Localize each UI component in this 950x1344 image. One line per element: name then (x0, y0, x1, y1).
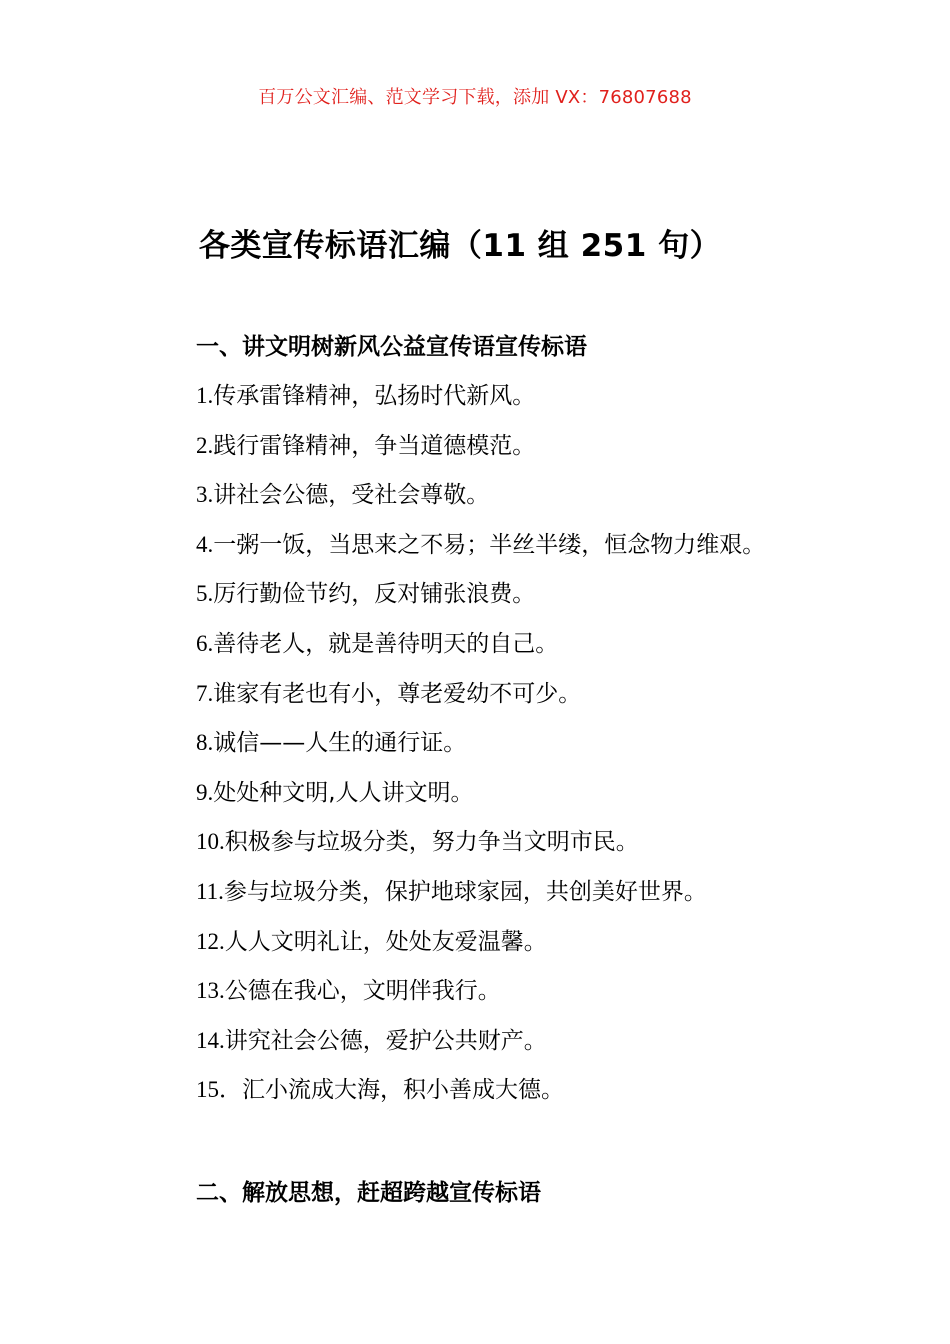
item-number: 10. (196, 829, 225, 855)
list-item (196, 629, 896, 679)
item-text: 传承雷锋精神，弘扬时代新风。 (213, 383, 536, 409)
slogan-list (196, 381, 896, 1125)
section-heading-2: 二、解放思想，赶超跨越宣传标语 (196, 1180, 541, 1206)
item-number: 11. (196, 878, 224, 904)
item-text: 参与垃圾分类，保护地球家园，共创美好世界。 (223, 878, 707, 905)
item-text: 汇小流成大海，积小善成大德。 (242, 1077, 564, 1104)
item-number: 15． (196, 1077, 242, 1103)
item-text: 处处种文明,人人讲文明。 (213, 779, 474, 806)
item-text: 一粥一饭，当思来之不易；半丝半缕，恒念物力维艰。 (213, 531, 766, 558)
item-number: 13. (196, 978, 225, 1004)
list-item (196, 480, 896, 530)
list-item (196, 728, 896, 778)
section-heading-1: 一、讲文明树新风公益宣传语宣传标语 (196, 334, 587, 360)
item-text: 谁家有老也有小，尊老爱幼不可少。 (213, 680, 582, 707)
item-text: 公德在我心，文明伴我行。 (224, 978, 501, 1005)
list-item (196, 877, 896, 927)
item-text: 积极参与垃圾分类，努力争当文明市民。 (224, 829, 639, 856)
list-item (196, 381, 896, 431)
list-item (196, 431, 896, 481)
list-item (196, 778, 896, 828)
list-item (196, 927, 896, 977)
item-text: 讲社会公德，受社会尊敬。 (213, 482, 490, 509)
item-number: 5. (196, 581, 214, 607)
item-text: 善待老人，就是善待明天的自己。 (213, 630, 559, 657)
list-item (196, 1026, 896, 1076)
item-text: 践行雷锋精神，争当道德模范。 (213, 432, 536, 459)
list-item (196, 579, 896, 629)
item-text: 诚信——人生的通行证。 (213, 730, 467, 757)
item-number: 6. (196, 630, 214, 656)
item-number: 4. (196, 531, 214, 557)
item-number: 12. (196, 928, 225, 954)
list-item (196, 1075, 896, 1125)
list-item (196, 976, 896, 1026)
header-note: 百万公文汇编、范文学习下载，添加 VX：76807688 (258, 87, 692, 108)
item-number: 1. (196, 383, 214, 408)
item-number: 3. (196, 482, 214, 508)
item-number: 8. (196, 730, 214, 756)
item-number: 14. (196, 1027, 225, 1053)
list-item (196, 827, 896, 877)
item-text: 讲究社会公德，爱护公共财产。 (224, 1027, 547, 1054)
item-number: 7. (196, 680, 214, 706)
item-number: 9. (196, 779, 214, 805)
item-text: 厉行勤俭节约，反对铺张浪费。 (213, 581, 536, 608)
item-text: 人人文明礼让，处处友爱温馨。 (224, 928, 547, 955)
document-title: 各类宣传标语汇编（11 组 251 句） (198, 228, 722, 264)
item-number: 2. (196, 432, 214, 458)
list-item (196, 530, 896, 580)
list-item (196, 679, 896, 729)
